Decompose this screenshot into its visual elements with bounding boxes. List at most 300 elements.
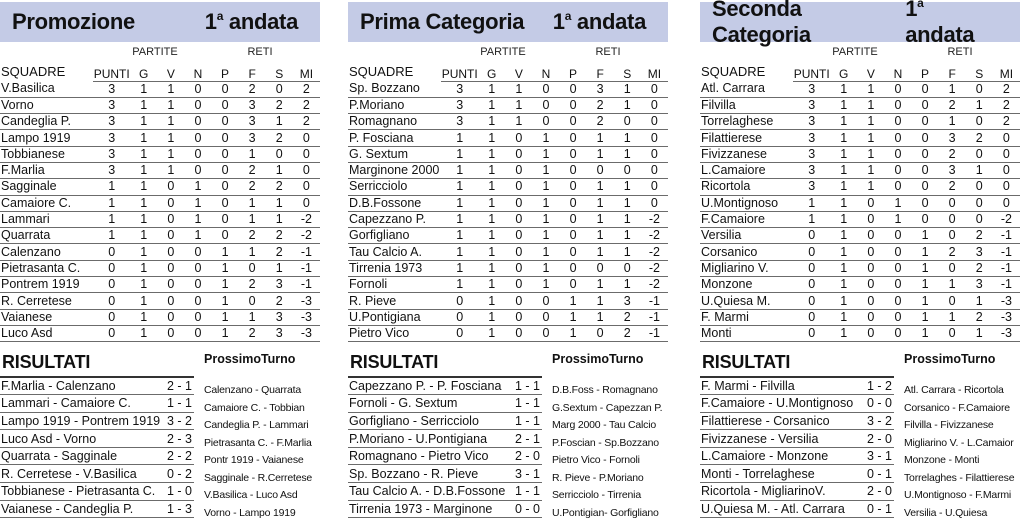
stat-cell: 1	[830, 195, 857, 211]
stat-cell: 1	[614, 130, 641, 146]
stat-cell: 2	[293, 81, 320, 97]
stat-cell: 1	[614, 179, 641, 195]
round-label: 1$^a$ andata	[552, 9, 646, 34]
stat-cell: 1	[157, 97, 184, 113]
stat-cell: 1	[478, 81, 505, 97]
stat-cell: 1	[239, 146, 266, 162]
stat-cell: 3	[239, 130, 266, 146]
table-row	[348, 146, 668, 162]
column-header: F	[239, 61, 266, 81]
match-name: Lammari - Camaiore C.	[0, 395, 160, 413]
stat-cell: 0	[559, 97, 586, 113]
stat-cell: 0	[559, 162, 586, 178]
stat-cell: 1	[478, 97, 505, 113]
stat-cell: 1	[130, 114, 157, 130]
stat-cell: 0	[93, 325, 130, 341]
stat-cell: 0	[884, 293, 911, 309]
match-score: 1 - 3	[160, 500, 194, 518]
stat-cell: 0	[505, 195, 532, 211]
league-title: Seconda Categoria	[712, 0, 811, 47]
column-header: P	[211, 61, 238, 81]
stat-cell: 3	[441, 81, 478, 97]
stat-cell: 2	[239, 228, 266, 244]
team-name: P.Moriano	[348, 97, 441, 113]
stat-cell: 3	[587, 81, 614, 97]
table-row	[0, 162, 320, 178]
match-score: 2 - 3	[160, 430, 194, 448]
team-name: Vaianese	[0, 309, 93, 325]
stat-cell: 0	[532, 114, 559, 130]
stat-cell: 3	[93, 81, 130, 97]
match-score: 2 - 1	[508, 430, 542, 448]
stat-cell: 3	[266, 309, 293, 325]
stat-cell: 0	[966, 211, 993, 227]
stat-cell: 3	[93, 162, 130, 178]
stat-cell: 1	[857, 162, 884, 178]
stat-cell: 0	[157, 195, 184, 211]
stat-cell: 0	[184, 309, 211, 325]
stat-cell: 0	[211, 146, 238, 162]
next-match: G.Sextum - Capezzan P.	[552, 401, 663, 414]
stat-cell: 0	[505, 211, 532, 227]
table-row	[700, 325, 1020, 341]
stat-cell: -1	[641, 309, 668, 325]
stat-cell: 1	[614, 146, 641, 162]
stat-cell: 1	[130, 325, 157, 341]
stat-cell: 1	[130, 228, 157, 244]
stat-cell: 3	[93, 146, 130, 162]
stat-cell: 1	[587, 277, 614, 293]
stat-cell: 0	[184, 97, 211, 113]
stat-cell: 0	[993, 195, 1020, 211]
stat-cell: 0	[559, 277, 586, 293]
stat-cell: 1	[614, 211, 641, 227]
team-name: Pietrasanta C.	[0, 260, 93, 276]
column-header: P	[911, 61, 938, 81]
team-name: Versilia	[700, 228, 793, 244]
team-name: U.Pontigiana	[348, 309, 441, 325]
stat-cell: -3	[993, 293, 1020, 309]
stat-cell: 1	[93, 195, 130, 211]
stat-cell: 1	[441, 228, 478, 244]
stat-cell: 1	[239, 309, 266, 325]
stat-cell: 1	[239, 211, 266, 227]
match-name: Monti - Torrelaghese	[700, 465, 860, 483]
stat-cell: 2	[293, 97, 320, 113]
stat-cell: 0	[505, 244, 532, 260]
column-header: PUNTI	[793, 61, 830, 81]
stat-cell: 2	[266, 244, 293, 260]
stat-cell: 1	[130, 130, 157, 146]
stat-cell: 1	[184, 179, 211, 195]
table-row	[700, 130, 1020, 146]
stat-cell: 0	[884, 97, 911, 113]
stat-cell: 2	[966, 309, 993, 325]
stat-cell: 1	[614, 244, 641, 260]
stat-cell: 2	[993, 81, 1020, 97]
match-name: R. Cerretese - V.Basilica	[0, 465, 160, 483]
result-row	[348, 500, 542, 518]
stat-cell: 1	[911, 325, 938, 341]
next-match: U.Montignoso - F.Marmi	[904, 489, 1012, 501]
stat-cell: 0	[441, 293, 478, 309]
stat-cell: 3	[793, 130, 830, 146]
stat-cell: 0	[532, 81, 559, 97]
stat-cell: 3	[793, 146, 830, 162]
stat-cell: 0	[884, 309, 911, 325]
table-row	[0, 146, 320, 162]
match-name: F. Marmi - Filvilla	[700, 377, 860, 395]
next-match: Camaiore C. - Tobbian	[204, 401, 305, 414]
stat-cell: 0	[614, 260, 641, 276]
table-row	[700, 309, 1020, 325]
stat-cell: 0	[93, 277, 130, 293]
stat-cell: 0	[293, 162, 320, 178]
stat-cell: 0	[793, 260, 830, 276]
stat-cell: 2	[614, 309, 641, 325]
stat-cell: 1	[830, 293, 857, 309]
stat-cell: 3	[793, 97, 830, 113]
result-row	[0, 465, 194, 483]
next-round-list	[904, 382, 1024, 522]
stat-cell: 0	[157, 244, 184, 260]
stat-cell: 3	[793, 162, 830, 178]
next-match: U.Pontigian- Gorfigliano	[552, 506, 659, 519]
stat-cell: 2	[266, 97, 293, 113]
stat-cell: -3	[293, 325, 320, 341]
result-row	[348, 395, 542, 413]
table-row	[700, 211, 1020, 227]
stat-cell: 0	[966, 81, 993, 97]
stat-cell: 0	[293, 146, 320, 162]
stat-cell: 1	[478, 293, 505, 309]
stat-cell: 1	[441, 130, 478, 146]
stat-cell: 1	[532, 162, 559, 178]
team-name: L.Camaiore	[700, 162, 793, 178]
stat-cell: 1	[884, 195, 911, 211]
stat-cell: 3	[793, 81, 830, 97]
match-name: Fornoli - G. Sextum	[348, 395, 508, 413]
next-round-list	[204, 382, 330, 522]
stat-cell: 3	[793, 114, 830, 130]
stat-cell: 1	[559, 309, 586, 325]
team-name: Quarrata	[0, 228, 93, 244]
stat-cell: 1	[130, 195, 157, 211]
match-name: Luco Asd - Vorno	[0, 430, 160, 448]
stat-cell: 0	[793, 228, 830, 244]
stat-cell: 0	[641, 179, 668, 195]
team-name: Filvilla	[700, 97, 793, 113]
stat-cell: 1	[830, 211, 857, 227]
stat-cell: -3	[993, 309, 1020, 325]
stat-cell: 1	[587, 309, 614, 325]
stat-cell: 0	[505, 325, 532, 341]
stat-cell: 3	[239, 114, 266, 130]
next-match: Calenzano - Quarrata	[204, 384, 301, 396]
stat-cell: 0	[857, 228, 884, 244]
stat-cell: 1	[93, 211, 130, 227]
match-name: Lampo 1919 - Pontrem 1919	[1, 413, 161, 428]
table-row	[348, 277, 668, 293]
stat-cell: 0	[505, 179, 532, 195]
league-panel	[700, 0, 1024, 524]
stat-cell: 2	[266, 130, 293, 146]
stat-cell: 1	[532, 146, 559, 162]
table-row	[348, 162, 668, 178]
stat-cell: 0	[157, 228, 184, 244]
match-name: Tau Calcio A. - D.B.Fossone	[348, 483, 508, 501]
stat-cell: -1	[293, 260, 320, 276]
stat-cell: 1	[478, 146, 505, 162]
team-name: Filattierese	[700, 130, 793, 146]
stat-cell: -1	[993, 260, 1020, 276]
stat-cell: 2	[239, 277, 266, 293]
stat-cell: 1	[130, 293, 157, 309]
column-header: S	[966, 61, 993, 81]
stat-cell: -1	[293, 277, 320, 293]
stat-cell: 0	[505, 130, 532, 146]
stat-cell: 0	[911, 195, 938, 211]
column-header: V	[157, 61, 184, 81]
result-row	[700, 500, 894, 518]
stat-cell: 1	[532, 228, 559, 244]
result-row	[700, 430, 894, 448]
column-group-labels	[348, 46, 678, 60]
stat-cell: 1	[911, 260, 938, 276]
stat-cell: 0	[966, 114, 993, 130]
result-row	[0, 483, 194, 501]
match-name: Ricortola - MigliarinoV.	[700, 483, 860, 501]
match-name: F.Marlia - Calenzano	[0, 377, 160, 395]
team-name: Ricortola	[700, 179, 793, 195]
stat-cell: 0	[939, 195, 966, 211]
next-round-list	[552, 382, 678, 522]
stat-cell: 2	[587, 114, 614, 130]
team-name: Lammari	[0, 211, 93, 227]
table-row	[348, 195, 668, 211]
result-row	[700, 465, 894, 483]
team-name: Pietro Vico	[348, 325, 441, 341]
stat-cell: 0	[184, 260, 211, 276]
table-row	[0, 293, 320, 309]
stat-cell: 1	[478, 162, 505, 178]
stat-cell: 0	[559, 81, 586, 97]
stat-cell: 0	[911, 114, 938, 130]
stat-cell: 0	[966, 146, 993, 162]
stat-cell: -3	[293, 293, 320, 309]
stat-cell: 0	[884, 146, 911, 162]
stat-cell: 1	[830, 260, 857, 276]
result-row	[0, 500, 194, 518]
stat-cell: 0	[211, 211, 238, 227]
stat-cell: 0	[966, 195, 993, 211]
match-score: 2 - 2	[160, 447, 194, 465]
match-score: 1 - 0	[160, 483, 194, 501]
stat-cell: 0	[993, 162, 1020, 178]
stat-cell: 3	[266, 325, 293, 341]
stat-cell: 0	[966, 179, 993, 195]
table-row	[700, 195, 1020, 211]
results-title: RISULTATI	[2, 352, 91, 372]
result-row	[348, 483, 542, 501]
match-name: Capezzano P. - P. Fosciana	[348, 377, 508, 395]
stat-cell: 1	[441, 277, 478, 293]
table-row	[0, 309, 320, 325]
stat-cell: -1	[641, 293, 668, 309]
match-score: 0 - 1	[860, 500, 894, 518]
team-name: Atl. Carrara	[700, 81, 793, 97]
stat-cell: 0	[157, 309, 184, 325]
stat-cell: 1	[532, 244, 559, 260]
table-row	[348, 97, 668, 113]
match-score: 3 - 1	[508, 465, 542, 483]
stat-cell: -1	[993, 228, 1020, 244]
table-row	[700, 97, 1020, 113]
stat-cell: 1	[614, 228, 641, 244]
team-name: F. Marmi	[700, 309, 793, 325]
stat-cell: 0	[157, 260, 184, 276]
stat-cell: 0	[559, 146, 586, 162]
stat-cell: 1	[587, 293, 614, 309]
stat-cell: 0	[793, 325, 830, 341]
stat-cell: 0	[641, 81, 668, 97]
team-name: Monti	[700, 325, 793, 341]
table-row	[348, 211, 668, 227]
stat-cell: 0	[505, 146, 532, 162]
stat-cell: 2	[266, 228, 293, 244]
result-row	[0, 377, 194, 395]
stat-cell: 1	[532, 211, 559, 227]
table-row	[348, 309, 668, 325]
stat-cell: 0	[559, 228, 586, 244]
team-name: Fivizzanese	[700, 146, 793, 162]
match-score: 0 - 0	[508, 500, 542, 518]
next-match: P.Foscian - Sp.Bozzano	[552, 436, 659, 449]
next-match: Monzone - Monti	[904, 454, 980, 466]
table-row	[348, 130, 668, 146]
match-score: 3 - 2	[160, 412, 194, 430]
match-name: Tirrenia 1973 - Marginone	[348, 500, 508, 518]
result-row	[700, 412, 894, 430]
stat-cell: 0	[939, 325, 966, 341]
column-header: MI	[993, 61, 1020, 81]
team-name: Sagginale	[0, 179, 93, 195]
reti-label: RETI	[247, 46, 273, 58]
stat-cell: 1	[93, 179, 130, 195]
stat-cell: 0	[884, 260, 911, 276]
stat-cell: 1	[857, 130, 884, 146]
team-name: Calenzano	[0, 244, 93, 260]
table-row	[0, 325, 320, 341]
stat-cell: 0	[559, 211, 586, 227]
stat-cell: 1	[478, 211, 505, 227]
stat-cell: 0	[559, 260, 586, 276]
result-row	[0, 447, 194, 465]
stat-cell: 0	[939, 260, 966, 276]
stat-cell: 0	[641, 146, 668, 162]
table-row	[700, 260, 1020, 276]
column-header: S	[614, 61, 641, 81]
stat-cell: 1	[130, 162, 157, 178]
next-match: Atl. Carrara - Ricortola	[904, 384, 1004, 396]
stat-cell: 0	[939, 211, 966, 227]
stat-cell: 1	[830, 97, 857, 113]
stat-cell: 1	[587, 130, 614, 146]
stat-cell: 1	[211, 309, 238, 325]
stat-cell: 1	[830, 309, 857, 325]
stat-cell: 1	[505, 97, 532, 113]
stat-cell: 1	[184, 228, 211, 244]
stat-cell: 1	[478, 260, 505, 276]
stat-cell: 0	[211, 179, 238, 195]
stat-cell: 1	[130, 244, 157, 260]
team-name: Serricciolo	[348, 179, 441, 195]
stat-cell: 1	[830, 325, 857, 341]
stat-cell: 2	[939, 146, 966, 162]
stat-cell: 0	[884, 81, 911, 97]
standings-table	[700, 61, 1020, 342]
league-panel	[348, 0, 678, 524]
stat-cell: -2	[293, 211, 320, 227]
stat-cell: 1	[830, 81, 857, 97]
stat-cell: 3	[966, 277, 993, 293]
match-score: 3 - 1	[860, 447, 894, 465]
result-row	[0, 430, 194, 448]
stat-cell: 1	[911, 277, 938, 293]
stat-cell: 1	[614, 277, 641, 293]
stat-cell: -1	[993, 277, 1020, 293]
table-row	[0, 114, 320, 130]
stat-cell: 0	[857, 293, 884, 309]
stat-cell: 1	[830, 162, 857, 178]
team-name: F.Camaiore	[700, 211, 793, 227]
column-header: PUNTI	[441, 61, 478, 81]
stat-cell: 1	[966, 325, 993, 341]
match-score: 1 - 1	[508, 412, 542, 430]
stat-cell: 0	[157, 293, 184, 309]
team-name: U.Quiesa M.	[700, 293, 793, 309]
stat-cell: 1	[505, 114, 532, 130]
stat-cell: 1	[587, 244, 614, 260]
match-name: Sp. Bozzano - R. Pieve	[348, 465, 508, 483]
stat-cell: 1	[884, 211, 911, 227]
table-row	[0, 228, 320, 244]
table-row	[0, 130, 320, 146]
stat-cell: 1	[559, 325, 586, 341]
team-name: Candeglia P.	[0, 114, 93, 130]
match-score: 2 - 1	[160, 377, 194, 395]
column-header: G	[830, 61, 857, 81]
stat-cell: 1	[157, 130, 184, 146]
stat-cell: 0	[211, 195, 238, 211]
team-name: Marginone 2000	[349, 163, 440, 178]
table-row	[348, 179, 668, 195]
match-name: Fivizzanese - Versilia	[700, 430, 860, 448]
stat-cell: 1	[478, 277, 505, 293]
stat-cell: 0	[157, 179, 184, 195]
stat-cell: 1	[505, 81, 532, 97]
result-row	[700, 377, 894, 395]
next-match: Vorno - Lampo 1919	[204, 506, 296, 519]
stat-cell: 0	[184, 244, 211, 260]
stat-cell: 1	[587, 195, 614, 211]
match-score: 0 - 1	[860, 465, 894, 483]
match-name: F.Camaiore - U.Montignoso	[700, 395, 860, 413]
next-match: V.Basilica - Luco Asd	[204, 489, 298, 501]
match-score: 1 - 1	[160, 395, 194, 413]
team-name: Luco Asd	[0, 325, 93, 341]
stat-cell: 0	[614, 114, 641, 130]
